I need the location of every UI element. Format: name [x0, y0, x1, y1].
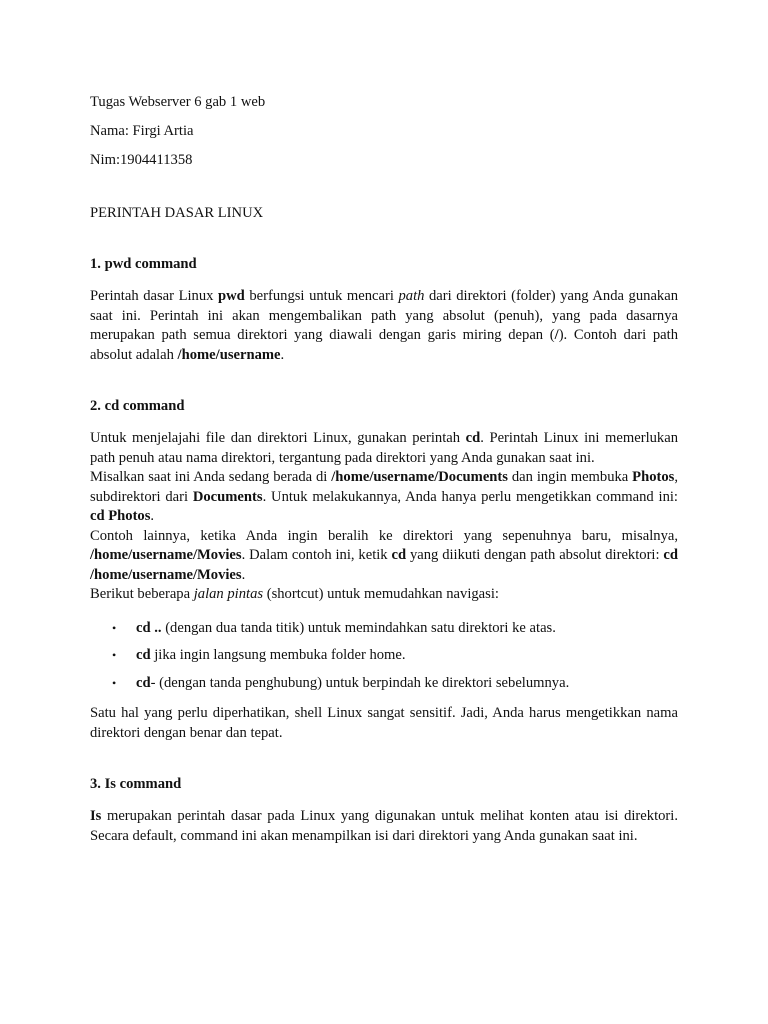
shortcut-list — [90, 619, 678, 694]
cd-paragraph-2 — [90, 468, 678, 527]
nim-line: Nim:1904411358 — [90, 152, 193, 168]
list-item — [90, 619, 678, 639]
ls-paragraph — [90, 807, 678, 846]
slash-symbol: / — [554, 327, 559, 343]
text-run: ). Contoh dari path absolut adalah — [90, 327, 678, 363]
text-run: Berikut beberapa — [90, 586, 194, 602]
text-run: . Perintah Linux ini memerlukan path penuh atau nama direktori, tergantung pada direktori yang Anda gunakan saat ini. — [90, 430, 678, 466]
text-run: Contoh lainnya, ketika Anda ingin beralih ke direktori yang sepenuhnya baru, misalnya, — [90, 527, 678, 544]
path-documents: /home/username/Documents — [331, 469, 508, 485]
command-cd: cd — [465, 430, 481, 446]
text-run: , subdirektori dari — [90, 469, 678, 505]
bullet-icon: • — [112, 675, 117, 690]
cd-paragraph-1 — [90, 429, 678, 468]
command-cd-movies: cd /home/username/Movies — [90, 547, 679, 583]
text-run: (shortcut) untuk memudahkan navigasi: — [263, 586, 499, 602]
command-cd-photos: cd Photos — [90, 508, 151, 524]
command-text: cd .. — [136, 619, 162, 636]
command-cd: cd — [391, 547, 407, 563]
text-run: Perintah dasar Linux — [90, 288, 219, 304]
cd-paragraph-4 — [90, 585, 678, 605]
text-run: Misalkan saat ini Anda sedang berada di — [90, 469, 332, 485]
text-run: (dengan dua tanda titik) untuk memindahkan satu direktori ke atas. — [161, 619, 556, 636]
document-body — [90, 92, 678, 846]
text-run: . Untuk melakukannya, Anda hanya perlu mengetikkan command ini: — [262, 488, 678, 505]
document-title: PERINTAH DASAR LINUX — [90, 205, 264, 221]
italic-term: path — [398, 288, 425, 304]
folder-photos: Photos — [632, 469, 675, 485]
bullet-icon: • — [112, 620, 117, 635]
text-run: . — [280, 346, 285, 363]
command-pwd: pwd — [218, 288, 245, 304]
text-run: - (dengan tanda penghubung) untuk berpindah ke direktori sebelumnya. — [150, 674, 570, 691]
folder-documents: Documents — [192, 488, 263, 505]
path-movies: /home/username/Movies — [90, 547, 242, 563]
cd-paragraph-3 — [90, 527, 678, 586]
list-item — [90, 646, 678, 666]
command-ls: Is — [90, 808, 102, 824]
name-line: Nama: Firgi Artia — [90, 123, 194, 139]
section-heading-ls: 3. Is command — [90, 776, 182, 792]
command-text: cd — [136, 647, 151, 663]
text-run: Untuk menjelajahi file dan direktori Linux, gunakan perintah — [90, 430, 466, 446]
path-example: /home/username — [177, 346, 281, 363]
section-heading-pwd: 1. pwd command — [90, 256, 197, 272]
assignment-line: Tugas Webserver 6 gab 1 web — [90, 94, 266, 110]
list-item — [90, 674, 678, 694]
text-run: dan ingin membuka — [507, 469, 633, 485]
text-run: yang diikuti dengan path absolut direktori: — [406, 547, 664, 563]
command-text: cd — [136, 674, 151, 691]
italic-term: jalan pintas — [193, 586, 264, 602]
text-run: merupakan perintah dasar pada Linux yang digunakan untuk melihat konten atau isi direktori. Secara default, command ini akan menampilkan isi dari direktori yang Anda gunakan saat ini. — [90, 808, 678, 844]
text-run: . Dalam contoh ini, ketik — [241, 547, 392, 563]
bullet-icon: • — [112, 648, 117, 662]
cd-paragraph-5: Satu hal yang perlu diperhatikan, shell Linux sangat sensitif. Jadi, Anda harus mengetikkan nama direktori dengan benar dan tepat. — [90, 705, 678, 741]
text-run: . — [150, 508, 155, 524]
section-heading-cd: 2. cd command — [90, 398, 185, 414]
text-run: . — [241, 566, 246, 583]
text-run: jika ingin langsung membuka folder home. — [150, 647, 406, 663]
text-run: berfungsi untuk mencari — [244, 288, 399, 304]
text-run: dari direktori (folder) yang Anda gunakan saat ini. Perintah ini akan mengembalikan path yang absolut (penuh), yang pada dasarnya merupakan path semua direktori yang diawali dengan garis miring depan ( — [90, 288, 678, 343]
pwd-paragraph — [90, 287, 678, 365]
